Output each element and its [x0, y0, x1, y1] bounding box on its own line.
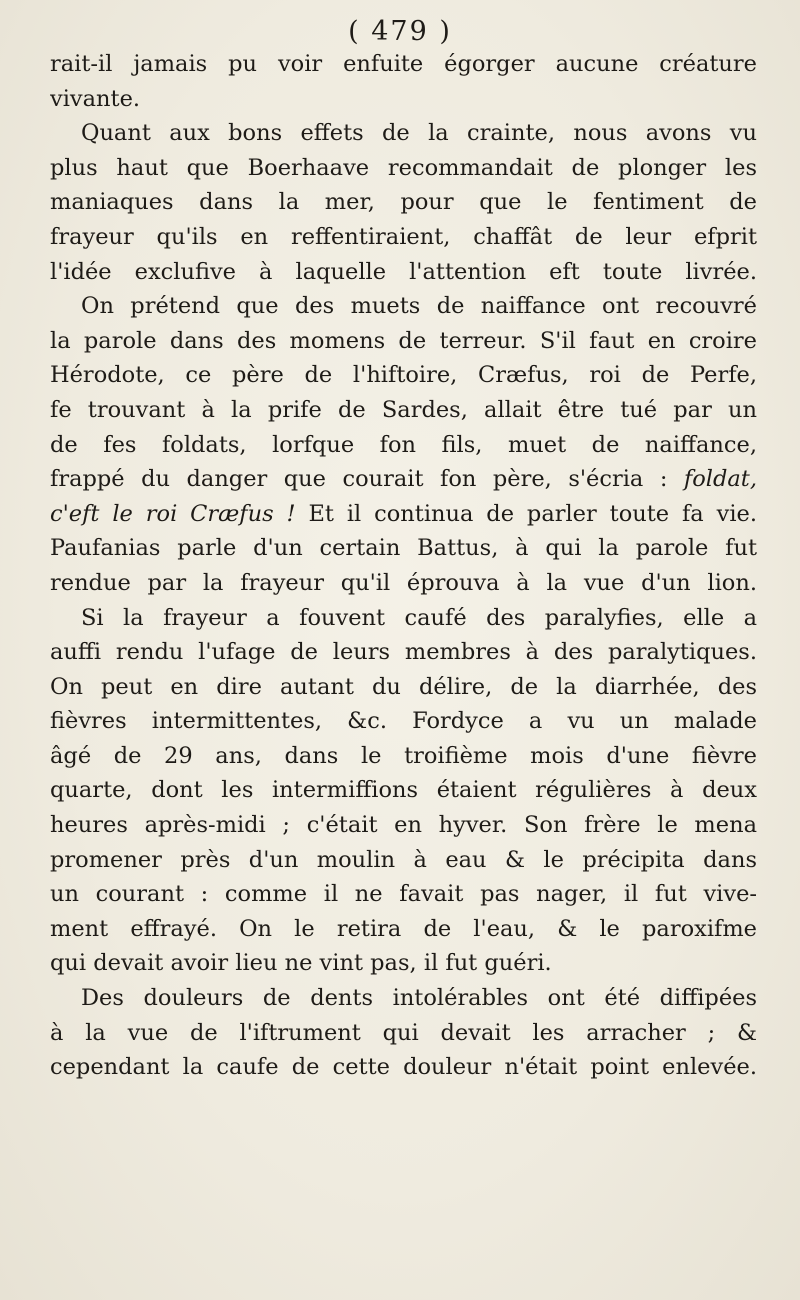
text-line: Hérodote, ce père de l'hiftoire, Cræfus, roi de Perfe,	[50, 362, 757, 389]
text-line: rait-il jamais pu voir enfuite égorger aucune créature	[50, 51, 757, 77]
text-line: On peut en dire autant du délire, de la diarrhée, des	[50, 673, 757, 700]
text-line: Si la frayeur a fouvent caufé des paralyfies, elle a	[81, 604, 757, 631]
text-line: la parole dans des momens de terreur. S'il faut en croire	[50, 327, 757, 354]
body-text	[50, 47, 757, 1085]
text-line: de fes foldats, lorfque fon fils, muet de naiffance,	[50, 431, 757, 458]
italic-text-run: foldat,	[683, 466, 757, 493]
text-run: Et il continua de parler toute fa vie.	[295, 500, 757, 527]
text-line: l'idée exclufive à laquelle l'attention eft toute livrée.	[50, 258, 757, 285]
text-line: frayeur qu'ils en reffentiraient, chaffât de leur efprit	[50, 223, 757, 250]
text-run: frappé du danger que courait fon père, s'écria :	[50, 466, 684, 493]
text-line: cependant la caufe de cette douleur n'était point enlevée.	[50, 1054, 757, 1081]
text-line: Paufanias parle d'un certain Battus, à qui la parole fut	[50, 535, 757, 562]
text-line: qui devait avoir lieu ne vint pas, il fut guéri.	[50, 950, 552, 977]
text-line: heures après-midi ; c'était en hyver. Son frère le mena	[50, 812, 757, 839]
text-line: rendue par la frayeur qu'il éprouva à la vue d'un lion.	[50, 569, 757, 596]
text-line: plus haut que Boerhaave recommandait de plonger les	[50, 154, 757, 181]
text-line: ment effrayé. On le retira de l'eau, & le paroxifme	[50, 915, 757, 942]
text-line: un courant : comme il ne favait pas nager, il fut vive-	[50, 881, 757, 908]
text-line: à la vue de l'iftrument qui devait les arracher ; &	[50, 1019, 757, 1046]
text-line: Des douleurs de dents intolérables ont été diffipées	[81, 985, 757, 1012]
page-number: ( 479 )	[348, 16, 452, 47]
text-line: quarte, dont les intermiffions étaient régulières à deux	[50, 777, 757, 804]
text-line	[50, 462, 757, 497]
text-line: âgé de 29 ans, dans le troifième mois d'une fièvre	[50, 742, 757, 769]
text-line: auffi rendu l'ufage de leurs membres à des paralytiques.	[50, 639, 757, 666]
text-line: maniaques dans la mer, pour que le fentiment de	[50, 189, 757, 216]
text-line: Quant aux bons effets de la crainte, nous avons vu	[81, 120, 757, 147]
text-line: fe trouvant à la prife de Sardes, allait être tué par un	[50, 396, 757, 423]
text-line	[50, 497, 757, 532]
text-line: On prétend que des muets de naiffance ont recouvré	[81, 293, 757, 320]
text-line: vivante.	[50, 85, 141, 112]
italic-text-run: c'eft le roi Cræfus !	[50, 500, 296, 527]
text-line: promener près d'un moulin à eau & le précipita dans	[50, 846, 757, 873]
text-line: fièvres intermittentes, &c. Fordyce a vu un malade	[50, 708, 757, 735]
